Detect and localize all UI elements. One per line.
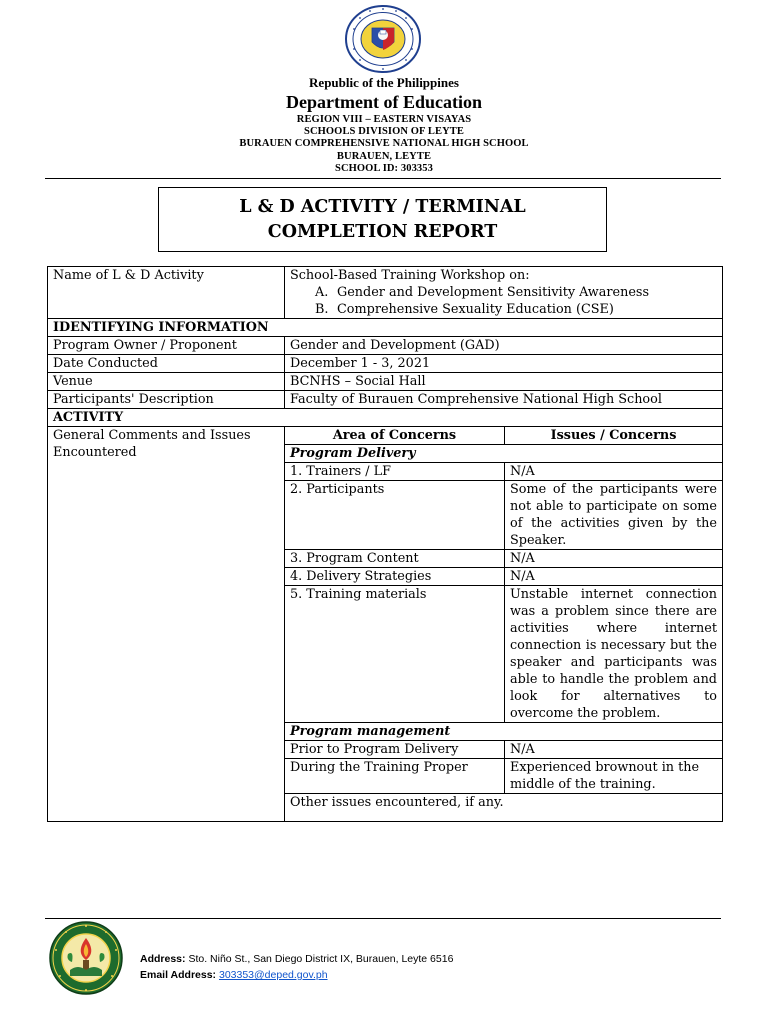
participants-value: Faculty of Burauen Comprehensive National High School (285, 391, 723, 409)
table-row (285, 723, 722, 741)
location-line: BURAUEN, LEYTE (336, 151, 432, 162)
report-form-table (47, 266, 723, 822)
email-link[interactable]: 303353@deped.gov.ph (218, 969, 328, 981)
table-row (285, 586, 722, 723)
area-cell: Prior to Program Delivery (285, 741, 505, 759)
table-row (285, 550, 722, 568)
activity-header: ACTIVITY (48, 409, 723, 427)
col-issues-header: Issues / Concerns (505, 427, 723, 445)
table-row (48, 391, 723, 409)
school-logo (48, 920, 124, 996)
area-cell: During the Training Proper (285, 759, 505, 794)
list-item: B. Comprehensive Sexuality Education (CSE) (315, 302, 614, 317)
division-line: SCHOOLS DIVISION OF LEYTE (304, 126, 464, 137)
participants-label: Participants' Description (48, 391, 285, 409)
issue-cell: N/A (505, 568, 723, 586)
concerns-table (285, 427, 722, 821)
report-title-line2: COMPLETION REPORT (267, 222, 498, 242)
name-value-cell (285, 267, 723, 319)
table-row (48, 337, 723, 355)
footer-address: Address: Sto. Niño St., San Diego District IX, Burauen, Leyte 6516 (140, 953, 454, 965)
republic-line: Republic of the Philippines (309, 75, 459, 90)
identifying-info-header: IDENTIFYING INFORMATION (48, 319, 723, 337)
area-cell: 1. Trainers / LF (285, 463, 505, 481)
issue-cell: Unstable internet connection was a problem since there are activities where internet connection is necessary but the speaker and participants was able to handle the problem and look for alternatives to overcome the problem. (505, 586, 723, 723)
col-area-header: Area of Concerns (285, 427, 505, 445)
date-label: Date Conducted (48, 355, 285, 373)
table-row (285, 427, 722, 445)
table-row (285, 794, 722, 822)
area-cell: 3. Program Content (285, 550, 505, 568)
name-value: School-Based Training Workshop on: (290, 268, 530, 283)
department-title: Department of Education (286, 92, 482, 112)
issue-cell: N/A (505, 550, 723, 568)
venue-label: Venue (48, 373, 285, 391)
table-row (285, 481, 722, 550)
table-row (48, 373, 723, 391)
table-row (48, 319, 723, 337)
issue-cell: Experienced brownout in the middle of the training. (505, 759, 723, 794)
area-cell: 2. Participants (285, 481, 505, 550)
venue-value: BCNHS – Social Hall (285, 373, 723, 391)
footer-divider (45, 918, 721, 919)
table-row (48, 427, 723, 822)
issue-cell: N/A (505, 741, 723, 759)
list-item: A. Gender and Development Sensitivity Awareness (315, 285, 650, 300)
region-line: REGION VIII – EASTERN VISAYAS (296, 114, 472, 125)
table-row (48, 355, 723, 373)
table-row (48, 267, 723, 319)
name-label: Name of L & D Activity (48, 267, 285, 319)
date-value: December 1 - 3, 2021 (285, 355, 723, 373)
table-row (285, 759, 722, 794)
area-cell: 5. Training materials (285, 586, 505, 723)
table-row (285, 568, 722, 586)
issue-cell: N/A (505, 463, 723, 481)
comments-label: General Comments and Issues Encountered (48, 427, 285, 822)
program-delivery-subheader: Program Delivery (285, 445, 722, 463)
school-id-line: SCHOOL ID: 303353 (335, 163, 433, 174)
table-row (48, 409, 723, 427)
table-row (285, 445, 722, 463)
deped-seal-logo (344, 4, 422, 74)
other-issues: Other issues encountered, if any. (285, 794, 722, 822)
area-cell: 4. Delivery Strategies (285, 568, 505, 586)
report-title-line1: L & D ACTIVITY / TERMINAL (239, 197, 526, 217)
footer-email: Email Address: 303353@deped.gov.ph (140, 969, 328, 981)
school-name-line: BURAUEN COMPREHENSIVE NATIONAL HIGH SCHOOL (239, 138, 529, 149)
concerns-cell (285, 427, 723, 822)
issue-cell: Some of the participants were not able to participate on some of the activities given by the Speaker. (505, 481, 723, 550)
footer-contact (140, 951, 453, 983)
table-row (285, 741, 722, 759)
header-divider (45, 178, 721, 179)
table-row (285, 463, 722, 481)
owner-value: Gender and Development (GAD) (285, 337, 723, 355)
program-management-subheader: Program management (285, 723, 722, 741)
report-title-box (158, 187, 607, 252)
owner-label: Program Owner / Proponent (48, 337, 285, 355)
